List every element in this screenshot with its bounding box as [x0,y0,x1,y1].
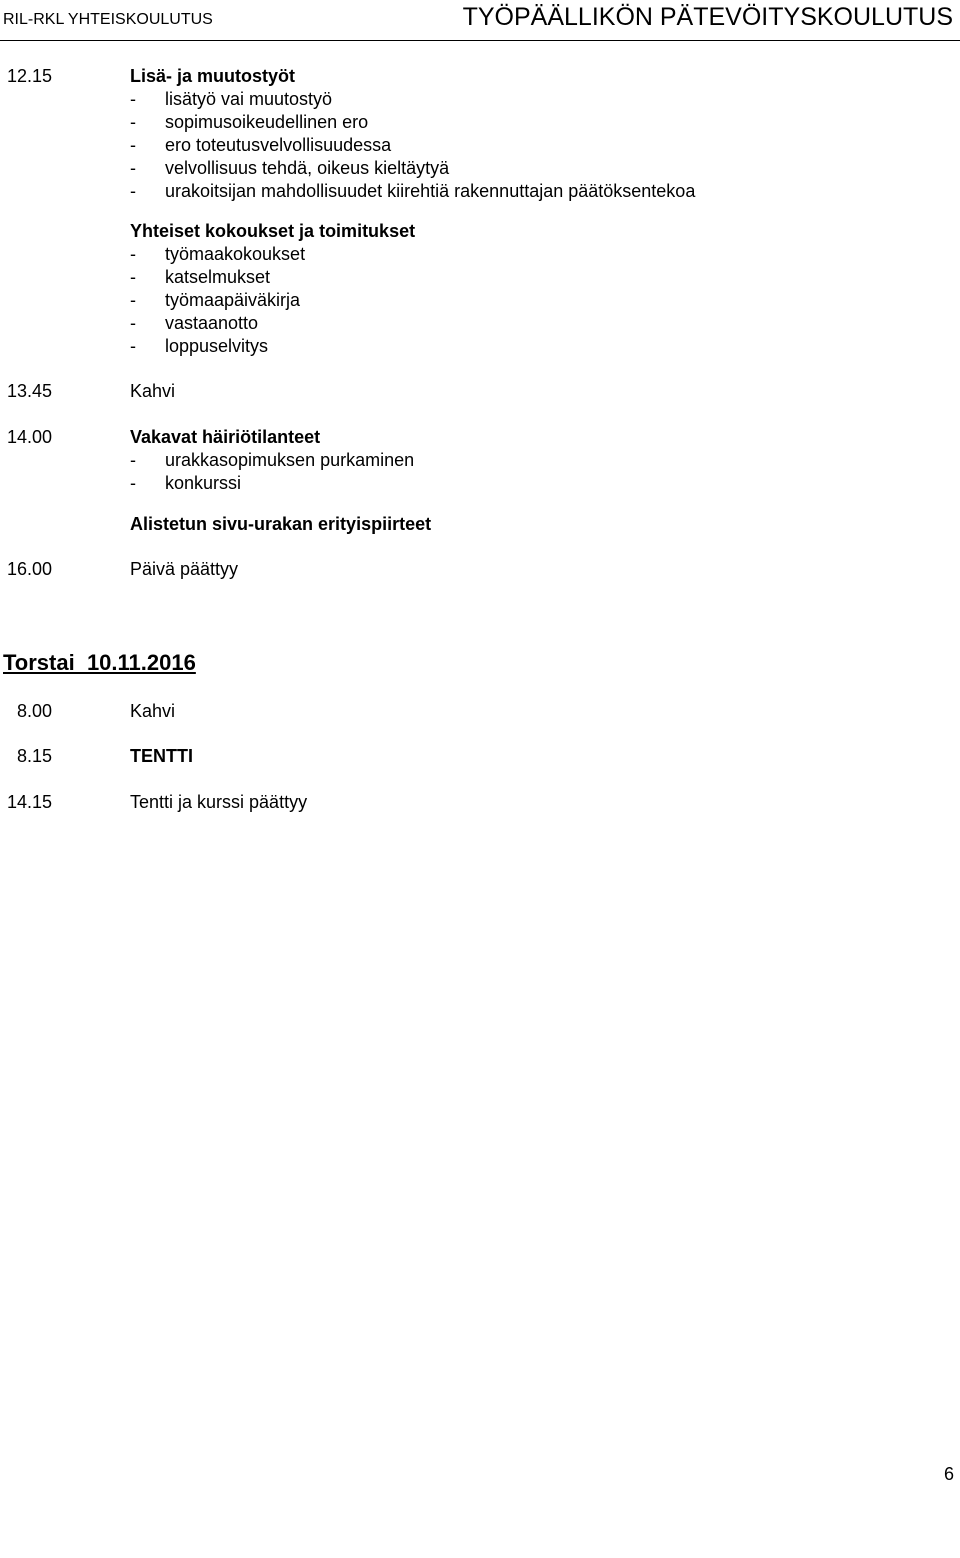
schedule-subtitle: Alistetun sivu-urakan erityispiirteet [130,514,432,534]
list-item: - loppuselvitys [130,336,269,356]
list-item: - työmaapäiväkirja [130,290,301,310]
list-item: - vastaanotto [130,313,259,333]
page-number: 6 [943,1464,954,1484]
schedule-time: 14.15 [6,792,52,812]
header-divider [0,40,960,41]
header-organization: RIL-RKL YHTEISKOULUTUS [3,11,213,28]
schedule-label: Päivä päättyy [130,559,239,579]
list-item: - lisätyö vai muutostyö [130,89,333,109]
schedule-time: 8.15 [16,746,52,766]
list-item: - ero toteutusvelvollisuudessa [130,135,392,155]
list-item: - työmaakokoukset [130,244,306,264]
schedule-label: Tentti ja kurssi päättyy [130,792,308,812]
list-item: - velvollisuus tehdä, oikeus kieltäytyä [130,158,450,178]
schedule-time: 16.00 [6,559,52,579]
schedule-time: 12.15 [6,66,52,86]
schedule-label: TENTTI [130,746,193,766]
schedule-subtitle: Yhteiset kokoukset ja toimitukset [130,221,416,241]
list-item: - urakoitsijan mahdollisuudet kiirehtiä rakennuttajan päätöksentekoa [130,181,696,201]
schedule-time: 13.45 [6,381,52,401]
schedule-time: 14.00 [6,427,52,447]
schedule-time: 8.00 [16,701,52,721]
header-course-title: TYÖPÄÄLLIKÖN PÄTEVÖITYSKOULUTUS [462,3,953,31]
list-item: - urakkasopimuksen purkaminen [130,450,415,470]
schedule-title: Lisä- ja muutostyöt [130,66,296,86]
schedule-title: Vakavat häiriötilanteet [130,427,321,447]
list-item: - katselmukset [130,267,271,287]
list-item: - konkurssi [130,473,242,493]
list-item: - sopimusoikeudellinen ero [130,112,369,132]
day-heading: Torstai 10.11.2016 [3,650,196,675]
schedule-label: Kahvi [130,381,176,401]
page-header [0,0,960,40]
schedule-label: Kahvi [130,701,176,721]
